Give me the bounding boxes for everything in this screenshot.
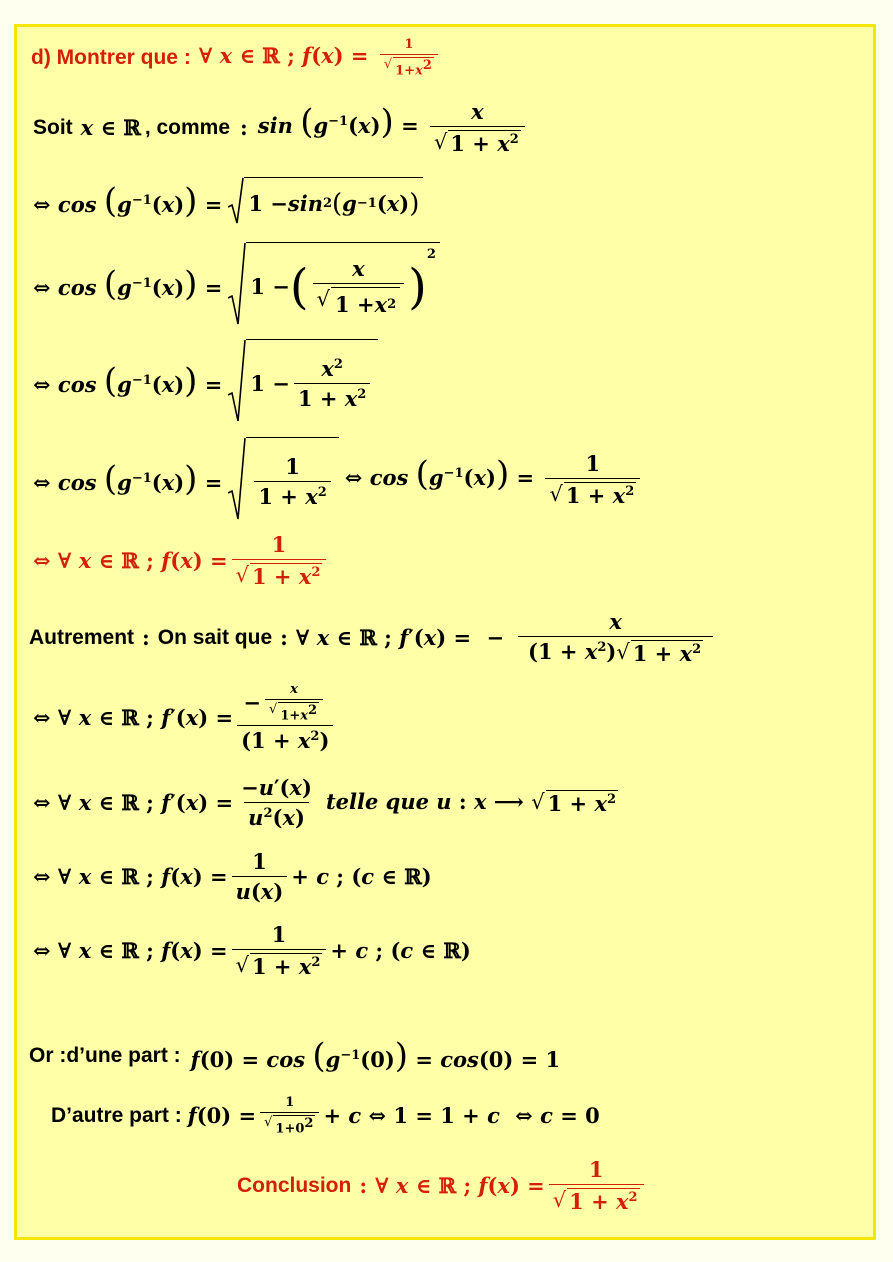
line-or-dune-part: Or :d’une part : $f(0) = \cos (g^{-1}(0)) = \cos(0) = 1$ (29, 1036, 561, 1076)
equation-line-2: ⇔ $\cos (g^{-1}(x))$ = 1 − sin 2 ( g −1 ( x ) ) (33, 177, 423, 225)
equation-line-8: ⇔ ∀ x ∈ ℝ ; f′(x) = − x √ $1+x^2$ $(1 + x^2)$ (33, 682, 337, 753)
line-dautre-part: D’autre part : f(0) = 1 √ $1+0^2$ + c ⇔ 1 = 1 + c ⇔ c = 0 (51, 1095, 600, 1137)
line-soit: Soit x ∈ ℝ , comme : $\sin (g^{-1}(x))$ = x √ $1 + x^2$ (33, 99, 529, 156)
equation-line-10: ⇔ ∀ x ∈ ℝ ; f(x) = $\frac{1}{u(x)}$ + c ; (c ∈ ℝ) (33, 849, 432, 904)
on-sait-que-label: On sait que (157, 625, 273, 649)
heading-label: d) Montrer que : (31, 45, 191, 69)
line-autrement: Autrement : On sait que : ∀ x ∈ ℝ ; f′(x) = − x $(1 + x^2)$ √ $1 + x^2$ (29, 609, 717, 666)
equation-line-6: ⇔ ∀ x ∈ ℝ ; f(x) = 1 √ $1 + x^2$ (33, 532, 330, 589)
autrement-label: Autrement (29, 625, 135, 649)
equation-line-11: ⇔ ∀ x ∈ ℝ ; f(x) = 1 √ $1 + x^2$ + c ; (c ∈ ℝ) (33, 922, 471, 979)
heading-line (31, 37, 442, 78)
sin-formula: $\sin (g^{-1}(x))$ = x √ $1 + x^2$ (258, 99, 529, 156)
equation-line-3: ⇔ $\cos (g^{-1}(x))$ = 1 − ( x √ 1 + x 2 ) 2 (33, 242, 440, 326)
document-page (14, 24, 876, 1240)
conclusion-label: Conclusion (237, 1173, 352, 1197)
equation-line-9: ⇔ ∀ x ∈ ℝ ; f′(x) = $\frac{-u'(x)}{u^2(x)}$ telle que u : x ⟶ √ $1 + x^2$ (33, 775, 617, 830)
dautre-part-label: D’autre part : (51, 1103, 182, 1127)
soit-label: Soit (33, 115, 73, 139)
equation-line-5: ⇔ $\cos (g^{-1}(x))$ = $\frac{1}{1 + x^2}$ ⇔ $\cos (g^{-1}(x))$ = 1 √ $1 + x^2$ (33, 437, 644, 521)
comme-label: , comme (144, 115, 231, 139)
heading-formula: ∀ x ∈ ℝ ; f(x) = 1 √ $1+x^2$ (199, 37, 442, 78)
or-dune-part-label: Or :d’une part : (29, 1044, 181, 1067)
conclusion-line: Conclusion : ∀ x ∈ ℝ ; f(x) = 1 √ $1 + x^2$ (237, 1157, 648, 1214)
equation-line-4: ⇔ $\cos (g^{-1}(x))$ = 1 − $\frac{x^2}{1 + x^2}$ (33, 339, 378, 423)
